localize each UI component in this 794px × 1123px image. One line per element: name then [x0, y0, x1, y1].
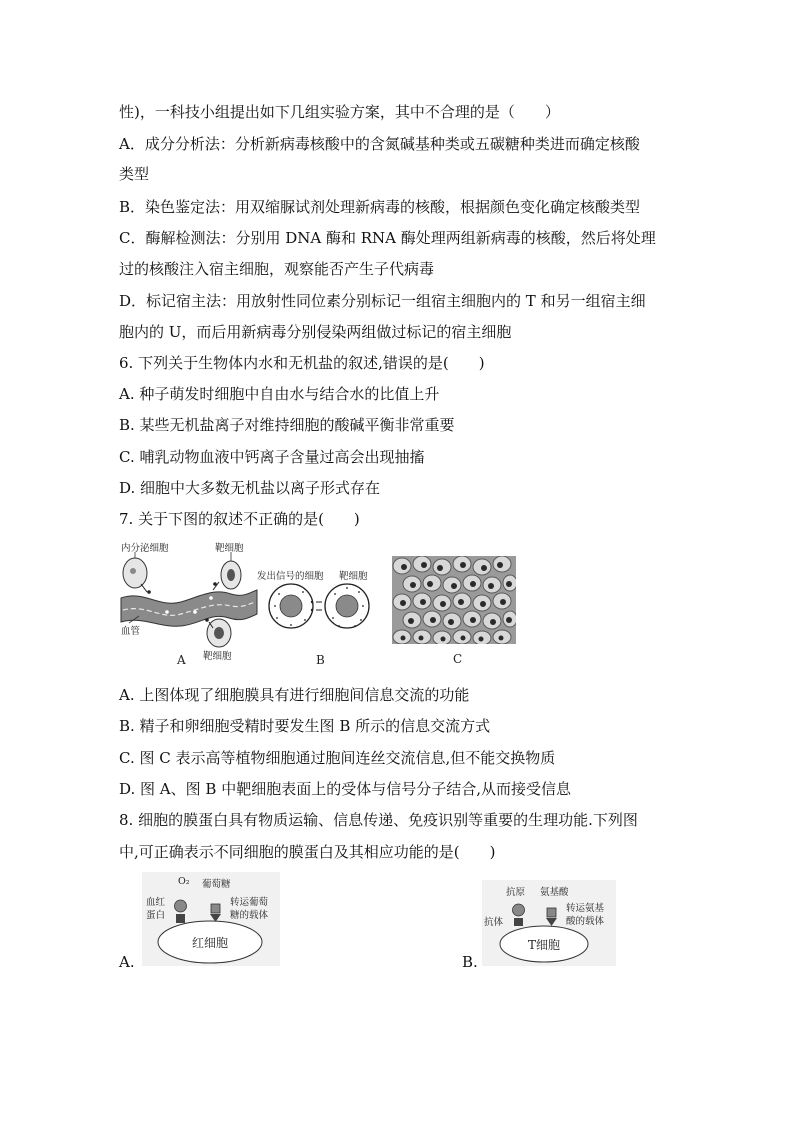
- q5-option-d-line2: 胞内的 U，而后用新病毒分别侵染两组做过标记的宿主细胞: [119, 323, 512, 341]
- q7-option-d: D. 图 A、图 B 中靶细胞表面上的受体与信号分子结合,从而接受信息: [119, 780, 571, 798]
- label-glucose-carrier-1: 转运葡萄: [230, 897, 269, 908]
- q8-option-b-figure: [482, 880, 616, 966]
- label-endocrine-cell: 内分泌细胞: [121, 543, 169, 554]
- q5-option-d-line1: D．标记宿主法：用放射性同位素分别标记一组宿主细胞内的 T 和另一组宿主细: [119, 292, 646, 310]
- figure-7b: [255, 566, 385, 670]
- label-glucose: 葡萄糖: [202, 879, 231, 890]
- q8-option-a-letter: A.: [119, 953, 135, 971]
- q5-option-b: B．染色鉴定法：用双缩脲试剂处理新病毒的核酸，根据颜色变化确定核酸类型: [119, 198, 641, 216]
- q8-option-a-figure: [142, 872, 280, 966]
- label-amino-acid: 氨基酸: [540, 887, 569, 898]
- figure-7c: [392, 556, 516, 670]
- q8-stem-line2: 中,可正确表示不同细胞的膜蛋白及其相应功能的是( ): [119, 843, 496, 861]
- q5-option-a-line2: 类型: [119, 165, 150, 183]
- q5-option-a-line1: A．成分分析法：分析新病毒核酸中的含氮碱基种类或五碳糖种类进而确定核酸: [119, 135, 640, 153]
- figure-7a: [119, 540, 259, 670]
- label-red-blood-cell: 红细胞: [192, 936, 229, 950]
- q6-option-d: D. 细胞中大多数无机盐以离子形式存在: [119, 479, 381, 497]
- label-target-cell-top: 靶细胞: [215, 543, 244, 554]
- label-target-cell-bottom: 靶细胞: [203, 651, 232, 662]
- q5-option-c-line1: C．酶解检测法：分别用 DNA 酶和 RNA 酶处理两组新病毒的核酸，然后将处理: [119, 229, 656, 247]
- q7-option-a: A. 上图体现了细胞膜具有进行细胞间信息交流的功能: [119, 686, 470, 704]
- q6-option-b: B. 某些无机盐离子对维持细胞的酸碱平衡非常重要: [119, 416, 455, 434]
- q5-stem-tail: 性)，一科技小组提出如下几组实验方案，其中不合理的是（ ）: [119, 103, 560, 121]
- label-aa-carrier-2: 酸的载体: [566, 916, 605, 927]
- label-antigen: 抗原: [506, 887, 526, 898]
- q8-stem-line1: 8. 细胞的膜蛋白具有物质运输、信息传递、免疫识别等重要的生理功能.下列图: [119, 811, 638, 829]
- figure-7a-drawing: [119, 540, 259, 670]
- label-glucose-carrier-2: 糖的载体: [230, 910, 269, 921]
- figure-7c-caption: C: [453, 652, 463, 666]
- figure-7a-caption: A: [177, 653, 186, 667]
- label-hemoglobin-1: 血红: [146, 897, 166, 908]
- figure-7b-caption: B: [316, 653, 325, 667]
- q7-option-b: B. 精子和卵细胞受精时要发生图 B 所示的信息交流方式: [119, 717, 491, 735]
- label-antibody: 抗体: [484, 917, 504, 928]
- q7-stem: 7. 关于下图的叙述不正确的是( ): [119, 510, 360, 528]
- figure-7c-micrograph: [392, 556, 516, 644]
- q7-option-c: C. 图 C 表示高等植物细胞通过胞间连丝交流信息,但不能交换物质: [119, 749, 556, 767]
- label-hemoglobin-2: 蛋白: [146, 910, 166, 921]
- q5-option-c-line2: 过的核酸注入宿主细胞，观察能否产生子代病毒: [119, 260, 435, 278]
- q6-stem: 6. 下列关于生物体内水和无机盐的叙述,错误的是( ): [119, 354, 485, 372]
- label-aa-carrier-1: 转运氨基: [566, 903, 605, 914]
- label-blood-vessel: 血管: [121, 626, 141, 637]
- label-target-cell: 靶细胞: [339, 571, 368, 582]
- q6-option-c: C. 哺乳动物血液中钙离子含量过高会出现抽搐: [119, 448, 425, 466]
- label-o2: O₂: [178, 876, 190, 887]
- q8-option-b-letter: B.: [462, 953, 478, 971]
- label-signal-cell: 发出信号的细胞: [257, 571, 324, 582]
- q6-option-a: A. 种子萌发时细胞中自由水与结合水的比值上升: [119, 385, 440, 403]
- target-cell: [325, 584, 369, 628]
- label-t-cell: T细胞: [528, 938, 561, 952]
